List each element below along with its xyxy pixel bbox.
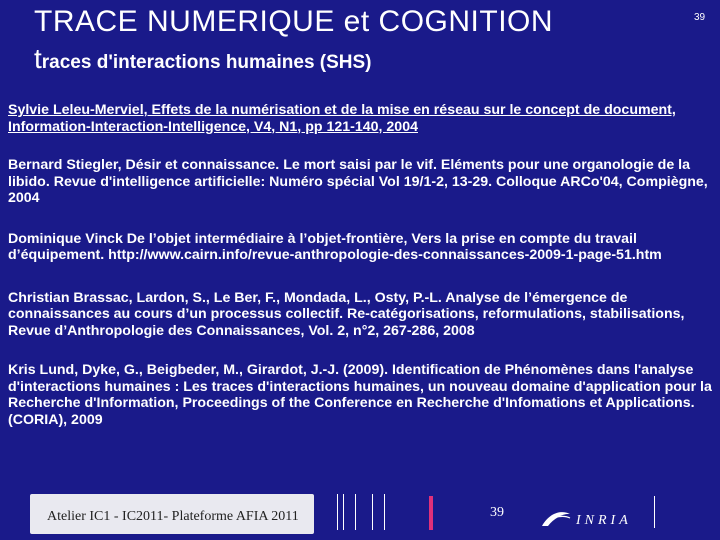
footer-page-number: 39 <box>490 505 504 520</box>
reference-item: Christian Brassac, Lardon, S., Le Ber, F., Mondada, L., Osty, P.-L. Analyse de l’émergence de connaissances au cours d’un processus collectif. Re-catégorisations, reformulations, stabilisations, Revue d’Anthropologie des Connaissances, Vol. 2, n°2, 267-286, 2008 <box>8 289 685 339</box>
slide-number: 39 <box>694 12 706 23</box>
reference-list <box>8 102 714 447</box>
subtitle-initial: t <box>34 43 42 74</box>
slide-subtitle <box>34 44 372 78</box>
footer-accent-bar <box>429 496 433 530</box>
reference-item: Bernard Stiegler, Désir et connaissance. Le mort saisi par le vif. Eléments pour une organologie de la libido. Revue d'intelligence artificielle: Numéro spécial Vol 19/1-2, 13-29. Colloque ARCo'04, Compiègne, 2004 <box>8 157 708 206</box>
subtitle-text: races d'interactions humaines (SHS) <box>41 52 372 73</box>
reference-item[interactable]: Sylvie Leleu-Merviel, Effets de la numérisation et de la mise en réseau sur le concept de document, Information-Interaction-Intelligence, V4, N1, pp 121-140, 2004 <box>8 102 676 135</box>
footer-divider <box>337 494 338 530</box>
slide-title: TRACE NUMERIQUE et COGNITION <box>34 5 554 38</box>
logo-text: INRIA <box>576 513 632 528</box>
inria-logo <box>540 506 650 530</box>
slide-footer <box>0 490 720 540</box>
footer-divider <box>355 494 356 530</box>
footer-divider <box>343 494 344 530</box>
footer-divider <box>372 494 373 530</box>
reference-item: Dominique Vinck De l’objet intermédiaire à l’objet-frontière, Vers la prise en compte du travail d’équipement. http://www.cairn.info/revue-anthropologie-des-connaissances-2009-1-page-51.htm <box>8 230 662 263</box>
footer-divider <box>384 494 385 530</box>
footer-event-label: Atelier IC1 - IC2011- Plateforme AFIA 2011 <box>47 509 299 524</box>
footer-divider <box>654 496 655 528</box>
reference-item: Kris Lund, Dyke, G., Beigbeder, M., Girardot, J.-J. (2009). Identification de Phénomènes dans l'analyse d'interactions humaines : Les traces d'interactions humaines, un nouveau domaine d'application pour la Recherche d'Information, Proceedings of the Conference en Recherche d'Infomations et Applications. (CORIA), 2009 <box>8 362 712 428</box>
